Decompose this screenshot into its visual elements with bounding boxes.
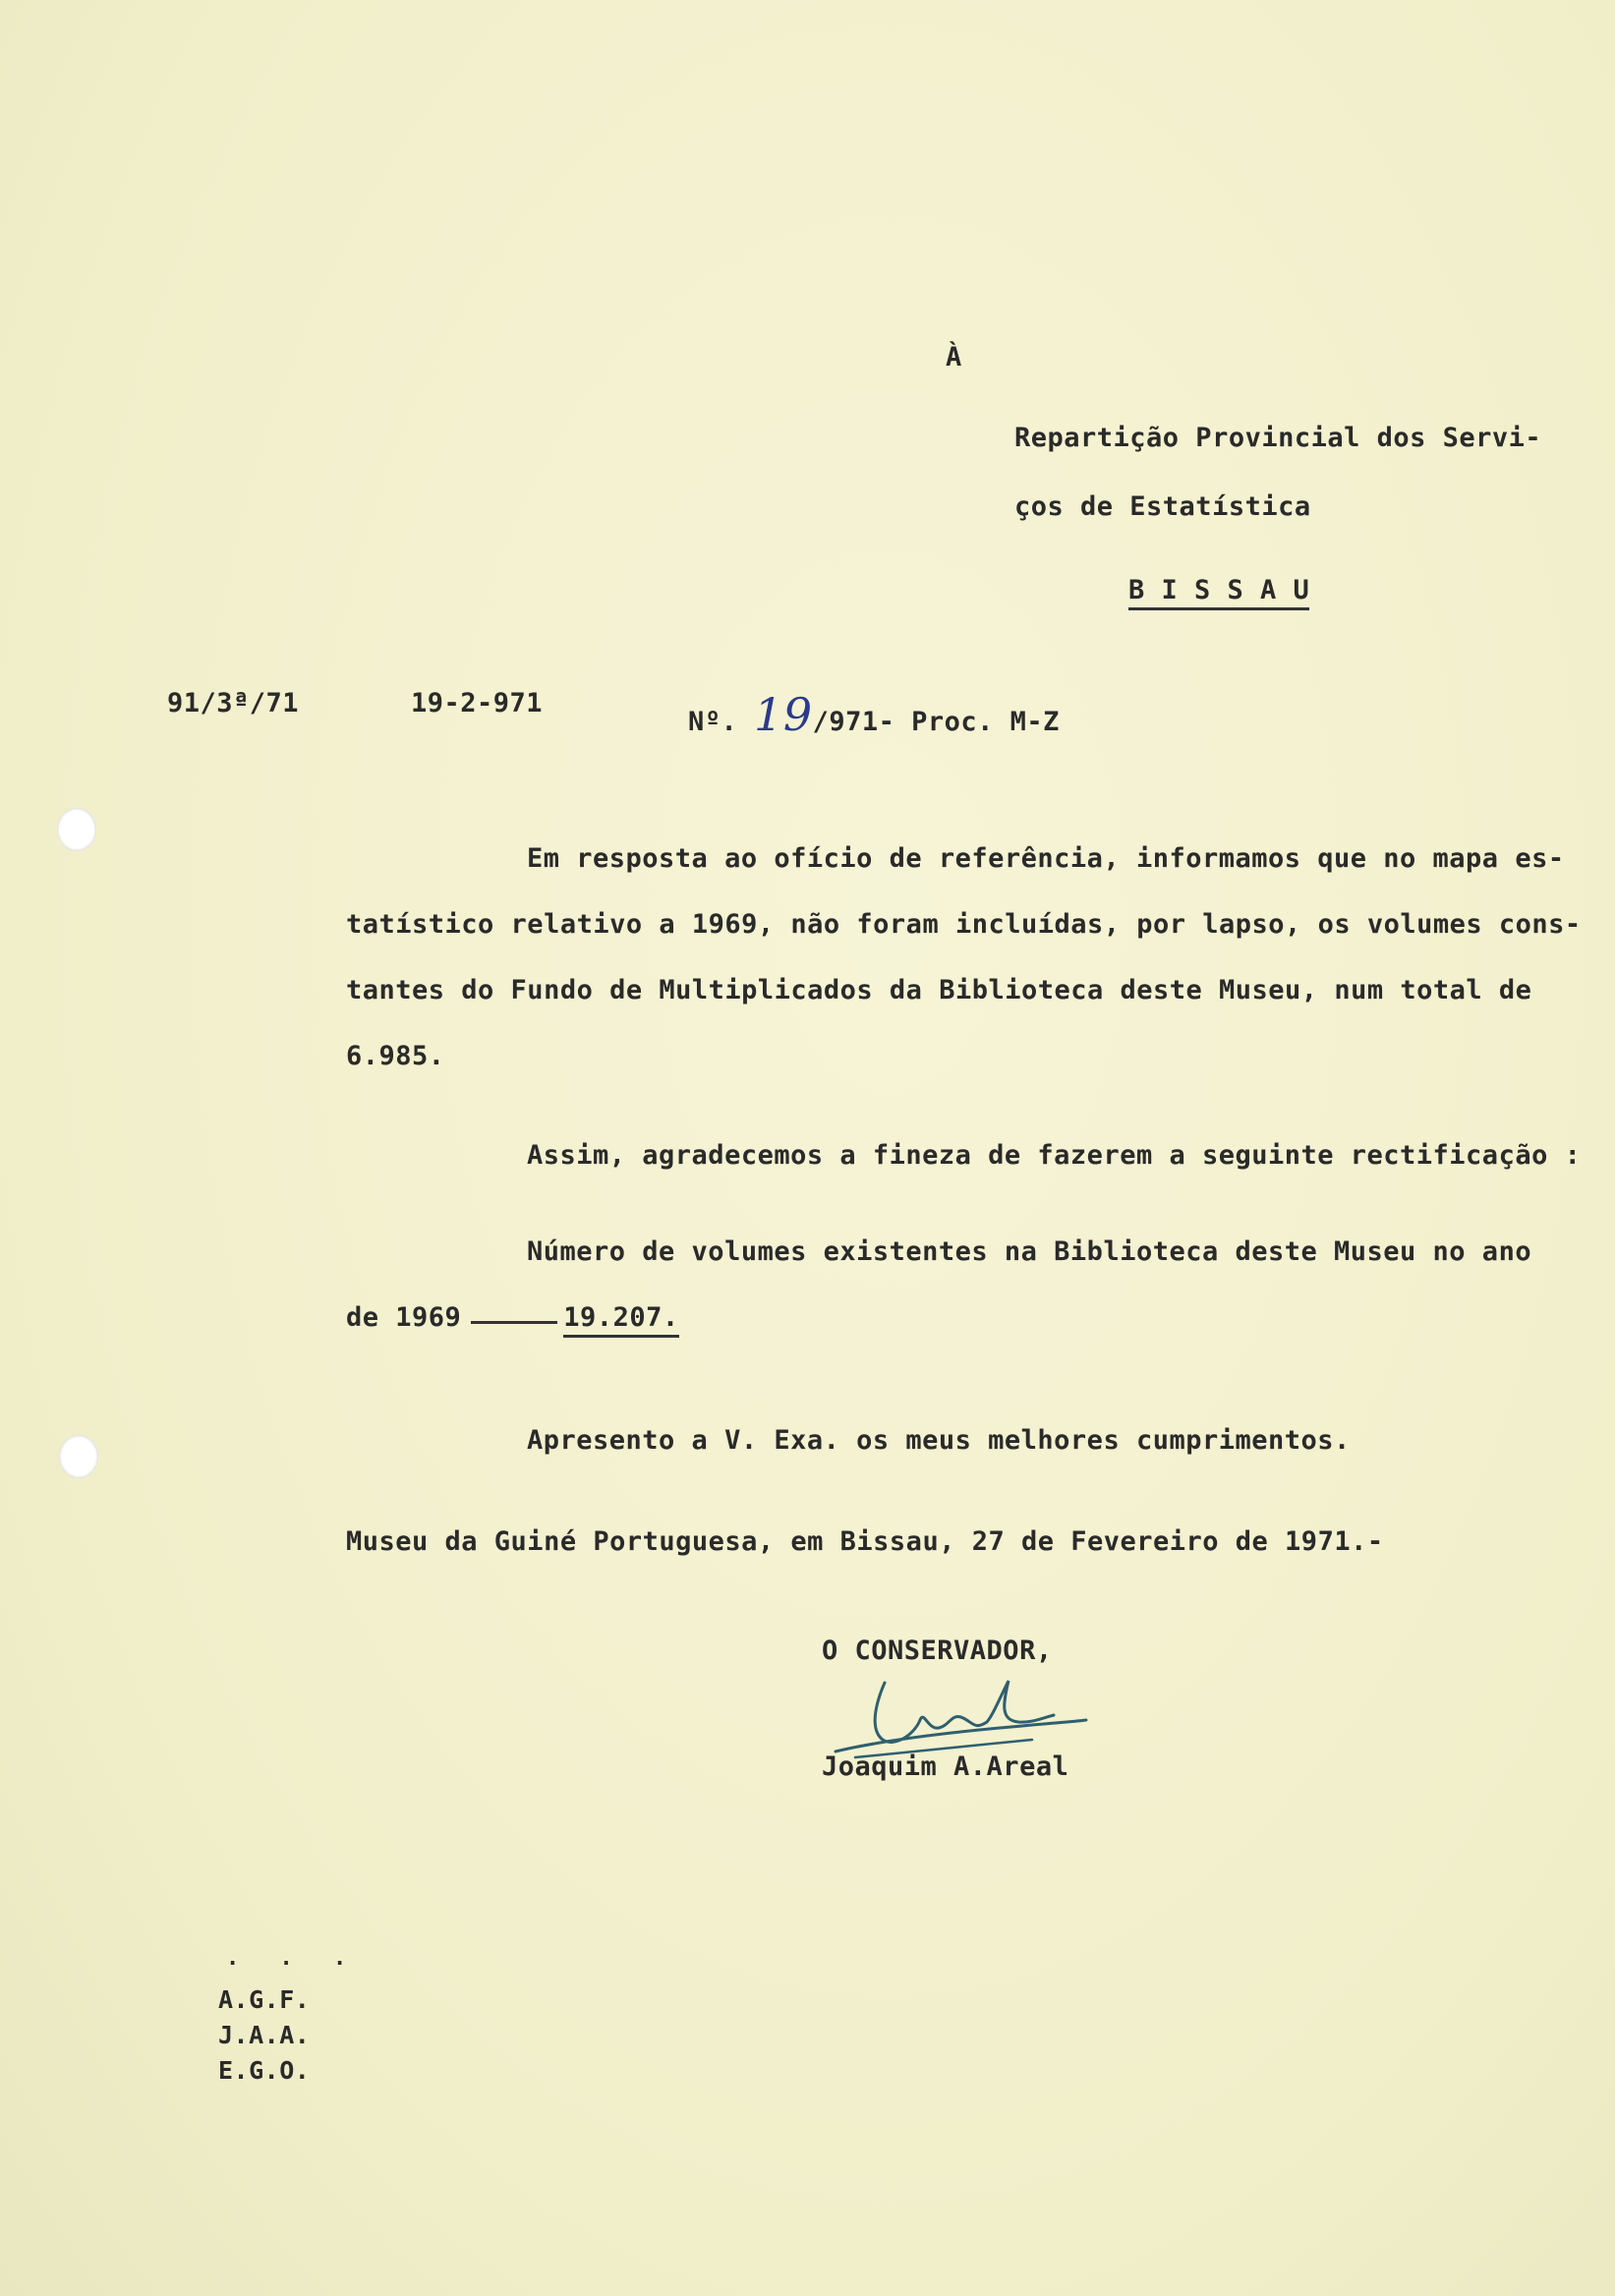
reference-code: 91/3ª/71	[167, 688, 300, 718]
paragraph-1-line-3: tantes do Fundo de Multiplicados da Biblioteca deste Museu, num total de	[346, 975, 1532, 1005]
reference-number-prefix: Nº.	[688, 707, 738, 737]
punch-hole-bottom	[59, 1435, 98, 1478]
year-label: de 1969	[346, 1302, 462, 1333]
signatory-name: Joaquim A.Areal	[822, 1751, 1069, 1782]
paragraph-1-line-1: Em resposta ao ofício de referência, informamos que no mapa es-	[527, 843, 1565, 874]
paragraph-1-line-4: 6.985.	[346, 1041, 445, 1071]
reference-date: 19-2-971	[411, 688, 544, 718]
handwritten-number: 19	[754, 688, 813, 741]
initials-2: J.A.A.	[218, 2021, 311, 2049]
salutation: À	[946, 342, 962, 373]
reference-number	[688, 688, 1060, 741]
recipient-line-2: ços de Estatística	[1014, 491, 1311, 522]
paragraph-3-line-1: Número de volumes existentes na Biblioteca deste Museu no ano	[527, 1236, 1532, 1267]
signatory-title: O CONSERVADOR,	[822, 1636, 1053, 1666]
initials-1: A.G.F.	[218, 1985, 311, 2014]
paragraph-3-line-2	[346, 1302, 679, 1333]
punch-hole-top	[57, 808, 96, 851]
fill-line	[471, 1320, 557, 1324]
closing: Apresento a V. Exa. os meus melhores cumprimentos.	[527, 1425, 1351, 1456]
reference-number-suffix: /971- Proc. M-Z	[812, 707, 1060, 737]
paragraph-1-line-2: tatístico relativo a 1969, não foram incluídas, por lapso, os volumes cons-	[346, 909, 1582, 940]
place-date: Museu da Guiné Portuguesa, em Bissau, 27 de Fevereiro de 1971.-	[346, 1526, 1384, 1557]
initials-dots: . . .	[226, 1946, 361, 1971]
initials-3: E.G.O.	[218, 2056, 311, 2085]
recipient-city: B I S S A U	[1128, 575, 1309, 605]
corrected-total: 19.207.	[563, 1302, 678, 1338]
paragraph-2: Assim, agradecemos a fineza de fazerem a seguinte rectificação :	[527, 1140, 1582, 1171]
recipient-line-1: Repartição Provincial dos Servi-	[1014, 423, 1542, 453]
